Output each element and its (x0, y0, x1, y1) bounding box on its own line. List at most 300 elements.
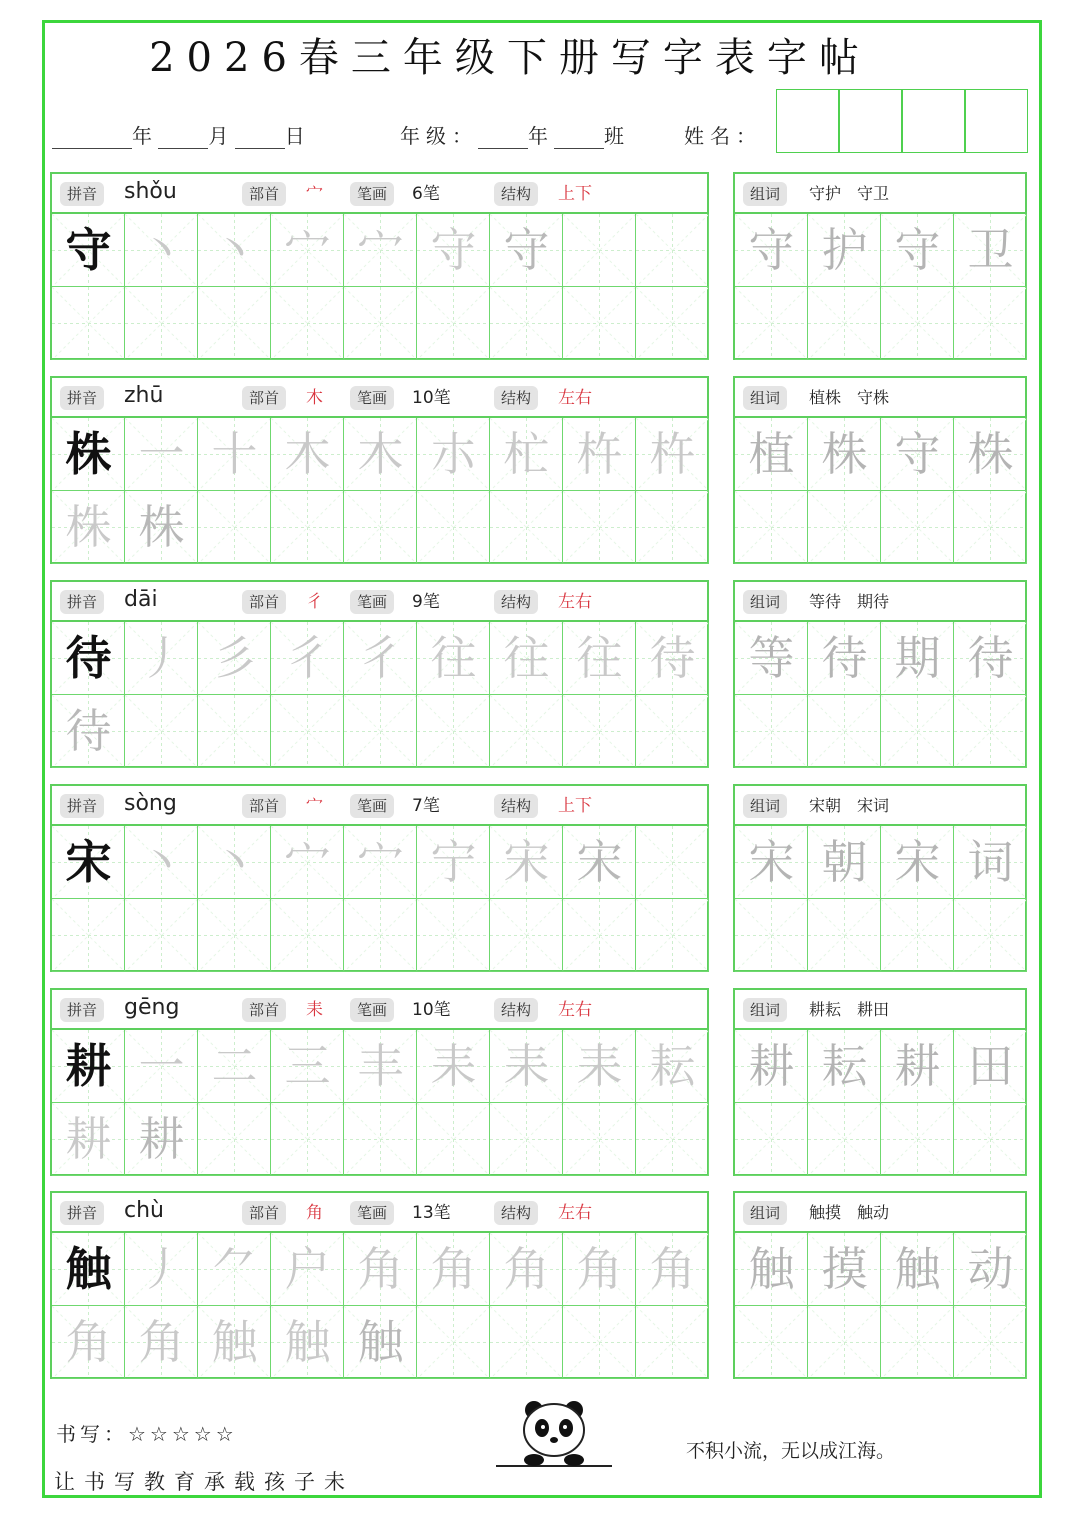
grid-guide (881, 1306, 954, 1379)
writing-cell[interactable] (52, 1103, 125, 1176)
strokes-tag: 笔画 (350, 590, 394, 614)
word-cell[interactable] (954, 826, 1027, 899)
word-cell[interactable] (808, 899, 881, 972)
grid-guide (735, 695, 808, 768)
writing-cell[interactable] (271, 214, 344, 287)
writing-cell[interactable] (636, 1103, 709, 1176)
grid-guide (271, 491, 344, 564)
grid-guide (417, 287, 490, 360)
words-bar (735, 1193, 1025, 1233)
grid-guide (735, 491, 808, 564)
writing-cell[interactable] (52, 899, 125, 972)
word-cell[interactable] (954, 1233, 1027, 1306)
word-cell[interactable] (808, 1030, 881, 1103)
writing-cell[interactable] (417, 1233, 490, 1306)
stroke-step: 丿 (138, 1242, 185, 1296)
pinyin-value: chù (124, 1198, 164, 1223)
stroke-step: ⺈ (211, 1242, 258, 1296)
word-cell[interactable] (808, 1103, 881, 1176)
words-grid (735, 622, 1025, 768)
stroke-step: 户 (284, 1242, 331, 1296)
writing-cell[interactable] (344, 695, 417, 768)
writing-cell[interactable] (563, 1103, 636, 1176)
writing-cell[interactable] (417, 214, 490, 287)
stroke-step: 往 (576, 631, 623, 685)
grid-guide (271, 1103, 344, 1176)
strokes-tag: 笔画 (350, 1201, 394, 1225)
pinyin-tag: 拼音 (60, 794, 104, 818)
writing-cell[interactable] (52, 622, 125, 695)
writing-cell[interactable] (344, 418, 417, 491)
writing-cell[interactable] (271, 1233, 344, 1306)
word-cell[interactable] (735, 491, 808, 564)
pinyin-value: sòng (124, 791, 177, 816)
writing-cell[interactable] (198, 826, 271, 899)
words-grid (735, 1030, 1025, 1176)
model-character: 宋 (65, 835, 112, 889)
writing-cell[interactable] (198, 1103, 271, 1176)
word-cell[interactable] (881, 1306, 954, 1379)
name-box[interactable] (902, 89, 965, 153)
stroke-step: 木 (284, 427, 331, 481)
stroke-step: 守 (430, 223, 477, 277)
writing-cell[interactable] (563, 695, 636, 768)
stroke-step: 丶 (211, 223, 258, 277)
strokes-tag: 笔画 (350, 998, 394, 1022)
model-character: 株 (65, 427, 112, 481)
writing-cell[interactable] (344, 287, 417, 360)
writing-cell[interactable] (563, 1306, 636, 1379)
word-character: 护 (821, 223, 868, 277)
radical-tag: 部首 (242, 182, 286, 206)
writing-cell[interactable] (636, 287, 709, 360)
writing-cell[interactable] (636, 418, 709, 491)
word-character: 耕 (748, 1039, 795, 1093)
stroke-step: 丿 (138, 631, 185, 685)
word-character: 守 (748, 223, 795, 277)
word-character: 等 (748, 631, 795, 685)
writing-cell[interactable] (417, 622, 490, 695)
strokes-tag: 笔画 (350, 386, 394, 410)
word-cell[interactable] (954, 695, 1027, 768)
grid-guide (808, 287, 881, 360)
grid-guide (271, 695, 344, 768)
writing-cell[interactable] (52, 287, 125, 360)
writing-cell[interactable] (636, 491, 709, 564)
writing-cell[interactable] (271, 695, 344, 768)
word-character: 株 (821, 427, 868, 481)
word-character: 期 (894, 631, 941, 685)
writing-cell[interactable] (636, 622, 709, 695)
writing-cell[interactable] (344, 1030, 417, 1103)
writing-cell[interactable] (344, 1233, 417, 1306)
stroke-step: 一 (138, 427, 185, 481)
word-cell[interactable] (881, 826, 954, 899)
character-section (0, 988, 1080, 1176)
grid-guide (954, 695, 1027, 768)
name-box[interactable] (839, 89, 902, 153)
writing-cell[interactable] (52, 1233, 125, 1306)
practice-grid (52, 1233, 707, 1379)
writing-cell[interactable] (125, 695, 198, 768)
writing-cell[interactable] (52, 491, 125, 564)
writing-rating: 书写：☆☆☆☆☆ (56, 1422, 238, 1446)
grid-guide (417, 1306, 490, 1379)
word-cell[interactable] (735, 1030, 808, 1103)
radical-tag: 部首 (242, 386, 286, 410)
word-cell[interactable] (735, 899, 808, 972)
word-cell[interactable] (954, 491, 1027, 564)
stroke-step: 杧 (503, 427, 550, 481)
writing-cell[interactable] (52, 418, 125, 491)
grid-guide (954, 899, 1027, 972)
word-cell[interactable] (881, 1030, 954, 1103)
writing-cell[interactable] (490, 1103, 563, 1176)
word-cell[interactable] (735, 695, 808, 768)
words-value: 触摸 触动 (809, 1203, 890, 1222)
writing-cell[interactable] (125, 622, 198, 695)
word-cell[interactable] (735, 287, 808, 360)
writing-cell[interactable] (636, 826, 709, 899)
words-value: 宋朝 宋词 (809, 796, 890, 815)
writing-cell[interactable] (198, 491, 271, 564)
writing-cell[interactable] (563, 491, 636, 564)
writing-cell[interactable] (490, 214, 563, 287)
pinyin-value: zhū (124, 383, 164, 408)
writing-cell[interactable] (636, 1030, 709, 1103)
grid-guide (490, 491, 563, 564)
class-blank[interactable] (554, 125, 604, 149)
model-character: 耕 (65, 1039, 112, 1093)
word-cell[interactable] (808, 1233, 881, 1306)
words-value: 守护 守卫 (809, 184, 890, 203)
writing-cell[interactable] (490, 1306, 563, 1379)
word-cell[interactable] (954, 899, 1027, 972)
stroke-step: 耕 (65, 1112, 112, 1166)
writing-cell[interactable] (52, 1306, 125, 1379)
writing-cell[interactable] (563, 1233, 636, 1306)
stroke-step: 往 (430, 631, 477, 685)
grid-guide (563, 1306, 636, 1379)
writing-cell[interactable] (198, 1306, 271, 1379)
writing-cell[interactable] (563, 899, 636, 972)
writing-cell[interactable] (490, 491, 563, 564)
word-cell[interactable] (954, 1306, 1027, 1379)
writing-cell[interactable] (198, 214, 271, 287)
writing-cell[interactable] (125, 491, 198, 564)
stroke-step: 触 (284, 1315, 331, 1369)
year-blank[interactable] (52, 125, 132, 149)
writing-cell[interactable] (125, 1103, 198, 1176)
writing-cell[interactable] (563, 214, 636, 287)
writing-cell[interactable] (563, 287, 636, 360)
grid-guide (198, 899, 271, 972)
day-blank[interactable] (235, 125, 285, 149)
word-cell[interactable] (735, 418, 808, 491)
pinyin-tag: 拼音 (60, 998, 104, 1022)
writing-cell[interactable] (490, 287, 563, 360)
word-cell[interactable] (954, 287, 1027, 360)
word-cell[interactable] (954, 1030, 1027, 1103)
word-cell[interactable] (954, 1103, 1027, 1176)
word-character: 词 (967, 835, 1014, 889)
pinyin-value: shǒu (124, 179, 177, 204)
writing-cell[interactable] (52, 1030, 125, 1103)
writing-cell[interactable] (198, 287, 271, 360)
word-cell[interactable] (881, 1103, 954, 1176)
stroke-step: 角 (649, 1242, 696, 1296)
word-cell[interactable] (808, 695, 881, 768)
writing-cell[interactable] (198, 695, 271, 768)
info-bar (52, 378, 707, 418)
info-bar (52, 582, 707, 622)
words-tag: 组词 (743, 590, 787, 614)
grid-guide (636, 899, 709, 972)
writing-cell[interactable] (344, 622, 417, 695)
writing-cell[interactable] (271, 1306, 344, 1379)
grid-guide (563, 287, 636, 360)
grid-guide (417, 695, 490, 768)
writing-cell[interactable] (271, 1030, 344, 1103)
stroke-step: 彳 (357, 631, 404, 685)
writing-cell[interactable] (417, 826, 490, 899)
month-label: 月 (208, 124, 229, 148)
word-cell[interactable] (735, 622, 808, 695)
writing-cell[interactable] (125, 1233, 198, 1306)
writing-cell[interactable] (52, 826, 125, 899)
grid-guide (881, 899, 954, 972)
writing-cell[interactable] (417, 1103, 490, 1176)
words-tag: 组词 (743, 386, 787, 410)
practice-grid (52, 622, 707, 768)
words-panel (733, 172, 1027, 360)
writing-cell[interactable] (344, 899, 417, 972)
writing-cell[interactable] (417, 418, 490, 491)
day-label: 日 (284, 124, 305, 148)
writing-cell[interactable] (198, 418, 271, 491)
stroke-step: 角 (357, 1242, 404, 1296)
writing-cell[interactable] (125, 214, 198, 287)
writing-cell[interactable] (271, 826, 344, 899)
radical-value: 宀 (306, 184, 323, 204)
writing-cell[interactable] (271, 491, 344, 564)
word-character: 守 (894, 427, 941, 481)
structure-value: 上下 (558, 184, 592, 204)
writing-cell[interactable] (198, 1030, 271, 1103)
grid-guide (198, 695, 271, 768)
writing-cell[interactable] (125, 1030, 198, 1103)
writing-cell[interactable] (563, 418, 636, 491)
writing-cell[interactable] (125, 287, 198, 360)
character-section (0, 784, 1080, 972)
grade-fields (400, 120, 630, 149)
stroke-step: 株 (65, 500, 112, 554)
structure-value: 上下 (558, 796, 592, 816)
writing-cell[interactable] (490, 695, 563, 768)
writing-cell[interactable] (490, 1233, 563, 1306)
practice-panel (50, 376, 709, 564)
stroke-step: 三 (284, 1039, 331, 1093)
words-tag: 组词 (743, 794, 787, 818)
word-cell[interactable] (808, 214, 881, 287)
grid-guide (563, 695, 636, 768)
writing-cell[interactable] (490, 899, 563, 972)
grid-guide (563, 214, 636, 287)
word-cell[interactable] (808, 1306, 881, 1379)
name-label: 姓名： (684, 124, 762, 148)
grid-guide (125, 287, 198, 360)
writing-cell[interactable] (490, 418, 563, 491)
practice-panel (50, 988, 709, 1176)
writing-cell[interactable] (125, 826, 198, 899)
writing-cell[interactable] (125, 418, 198, 491)
word-cell[interactable] (881, 1233, 954, 1306)
writing-cell[interactable] (636, 1233, 709, 1306)
writing-cell[interactable] (344, 826, 417, 899)
grid-guide (636, 214, 709, 287)
writing-cell[interactable] (417, 287, 490, 360)
word-cell[interactable] (881, 899, 954, 972)
writing-cell[interactable] (271, 1103, 344, 1176)
stroke-step: 宁 (430, 835, 477, 889)
stroke-step: 耒 (430, 1039, 477, 1093)
grid-guide (490, 695, 563, 768)
writing-cell[interactable] (563, 622, 636, 695)
strokes-value: 10笔 (412, 1000, 451, 1020)
writing-cell[interactable] (636, 214, 709, 287)
writing-cell[interactable] (636, 695, 709, 768)
grid-guide (636, 826, 709, 899)
word-character: 植 (748, 427, 795, 481)
word-cell[interactable] (881, 491, 954, 564)
writing-cell[interactable] (198, 899, 271, 972)
month-blank[interactable] (158, 125, 208, 149)
word-cell[interactable] (808, 826, 881, 899)
strokes-value: 6笔 (412, 184, 440, 204)
writing-cell[interactable] (198, 1233, 271, 1306)
word-cell[interactable] (735, 1103, 808, 1176)
word-cell[interactable] (735, 826, 808, 899)
grid-guide (954, 1103, 1027, 1176)
word-cell[interactable] (808, 287, 881, 360)
words-panel (733, 1191, 1027, 1379)
writing-cell[interactable] (271, 899, 344, 972)
writing-cell[interactable] (198, 622, 271, 695)
word-cell[interactable] (881, 418, 954, 491)
radical-tag: 部首 (242, 998, 286, 1022)
word-cell[interactable] (808, 418, 881, 491)
writing-cell[interactable] (271, 418, 344, 491)
word-cell[interactable] (954, 622, 1027, 695)
words-bar (735, 582, 1025, 622)
writing-cell[interactable] (52, 214, 125, 287)
word-cell[interactable] (735, 1306, 808, 1379)
stroke-step: 宀 (357, 835, 404, 889)
writing-cell[interactable] (417, 1030, 490, 1103)
word-cell[interactable] (735, 1233, 808, 1306)
words-panel (733, 988, 1027, 1176)
stroke-step: 守 (503, 223, 550, 277)
radical-tag: 部首 (242, 590, 286, 614)
grade-blank[interactable] (478, 125, 528, 149)
info-bar (52, 174, 707, 214)
word-cell[interactable] (881, 287, 954, 360)
word-cell[interactable] (881, 622, 954, 695)
word-cell[interactable] (881, 214, 954, 287)
writing-cell[interactable] (271, 287, 344, 360)
writing-cell[interactable] (490, 826, 563, 899)
grid-guide (563, 491, 636, 564)
writing-cell[interactable] (490, 1030, 563, 1103)
grid-guide (271, 899, 344, 972)
footer-motto: 让书写教育承载孩子未 (54, 1470, 354, 1494)
name-box[interactable] (965, 89, 1028, 153)
writing-cell[interactable] (52, 695, 125, 768)
strokes-value: 10笔 (412, 388, 451, 408)
word-cell[interactable] (808, 491, 881, 564)
writing-cell[interactable] (563, 826, 636, 899)
grid-guide (490, 1306, 563, 1379)
practice-grid (52, 1030, 707, 1176)
word-character: 耕 (894, 1039, 941, 1093)
practice-panel (50, 1191, 709, 1379)
grid-guide (125, 899, 198, 972)
year-label: 年 (132, 124, 152, 148)
radical-tag: 部首 (242, 794, 286, 818)
name-box[interactable] (776, 89, 839, 153)
grid-guide (490, 287, 563, 360)
grid-guide (344, 287, 417, 360)
writing-cell[interactable] (344, 1306, 417, 1379)
writing-cell[interactable] (344, 214, 417, 287)
stroke-step: 宀 (284, 835, 331, 889)
page-title: 2026春三年级下册写字表字帖 (149, 35, 871, 81)
writing-cell[interactable] (125, 1306, 198, 1379)
word-character: 待 (821, 631, 868, 685)
word-character: 触 (894, 1242, 941, 1296)
word-cell[interactable] (808, 622, 881, 695)
writing-cell[interactable] (417, 899, 490, 972)
word-cell[interactable] (954, 214, 1027, 287)
writing-cell[interactable] (636, 1306, 709, 1379)
grid-guide (636, 1306, 709, 1379)
footer-quote: 不积小流，无以成江海。 (686, 1440, 896, 1462)
writing-cell[interactable] (417, 1306, 490, 1379)
word-cell[interactable] (881, 695, 954, 768)
writing-cell[interactable] (490, 622, 563, 695)
writing-cell[interactable] (563, 1030, 636, 1103)
writing-cell[interactable] (271, 622, 344, 695)
word-cell[interactable] (735, 214, 808, 287)
grid-guide (417, 491, 490, 564)
word-character: 摸 (821, 1242, 868, 1296)
name-grid[interactable] (776, 89, 1028, 153)
writing-cell[interactable] (344, 491, 417, 564)
writing-cell[interactable] (125, 899, 198, 972)
stroke-step: 耒 (576, 1039, 623, 1093)
words-grid (735, 418, 1025, 564)
words-grid (735, 1233, 1025, 1379)
writing-cell[interactable] (636, 899, 709, 972)
writing-cell[interactable] (344, 1103, 417, 1176)
word-cell[interactable] (954, 418, 1027, 491)
structure-tag: 结构 (494, 794, 538, 818)
strokes-value: 7笔 (412, 796, 440, 816)
writing-cell[interactable] (417, 695, 490, 768)
writing-cell[interactable] (417, 491, 490, 564)
stroke-step: 株 (138, 500, 185, 554)
practice-panel (50, 172, 709, 360)
